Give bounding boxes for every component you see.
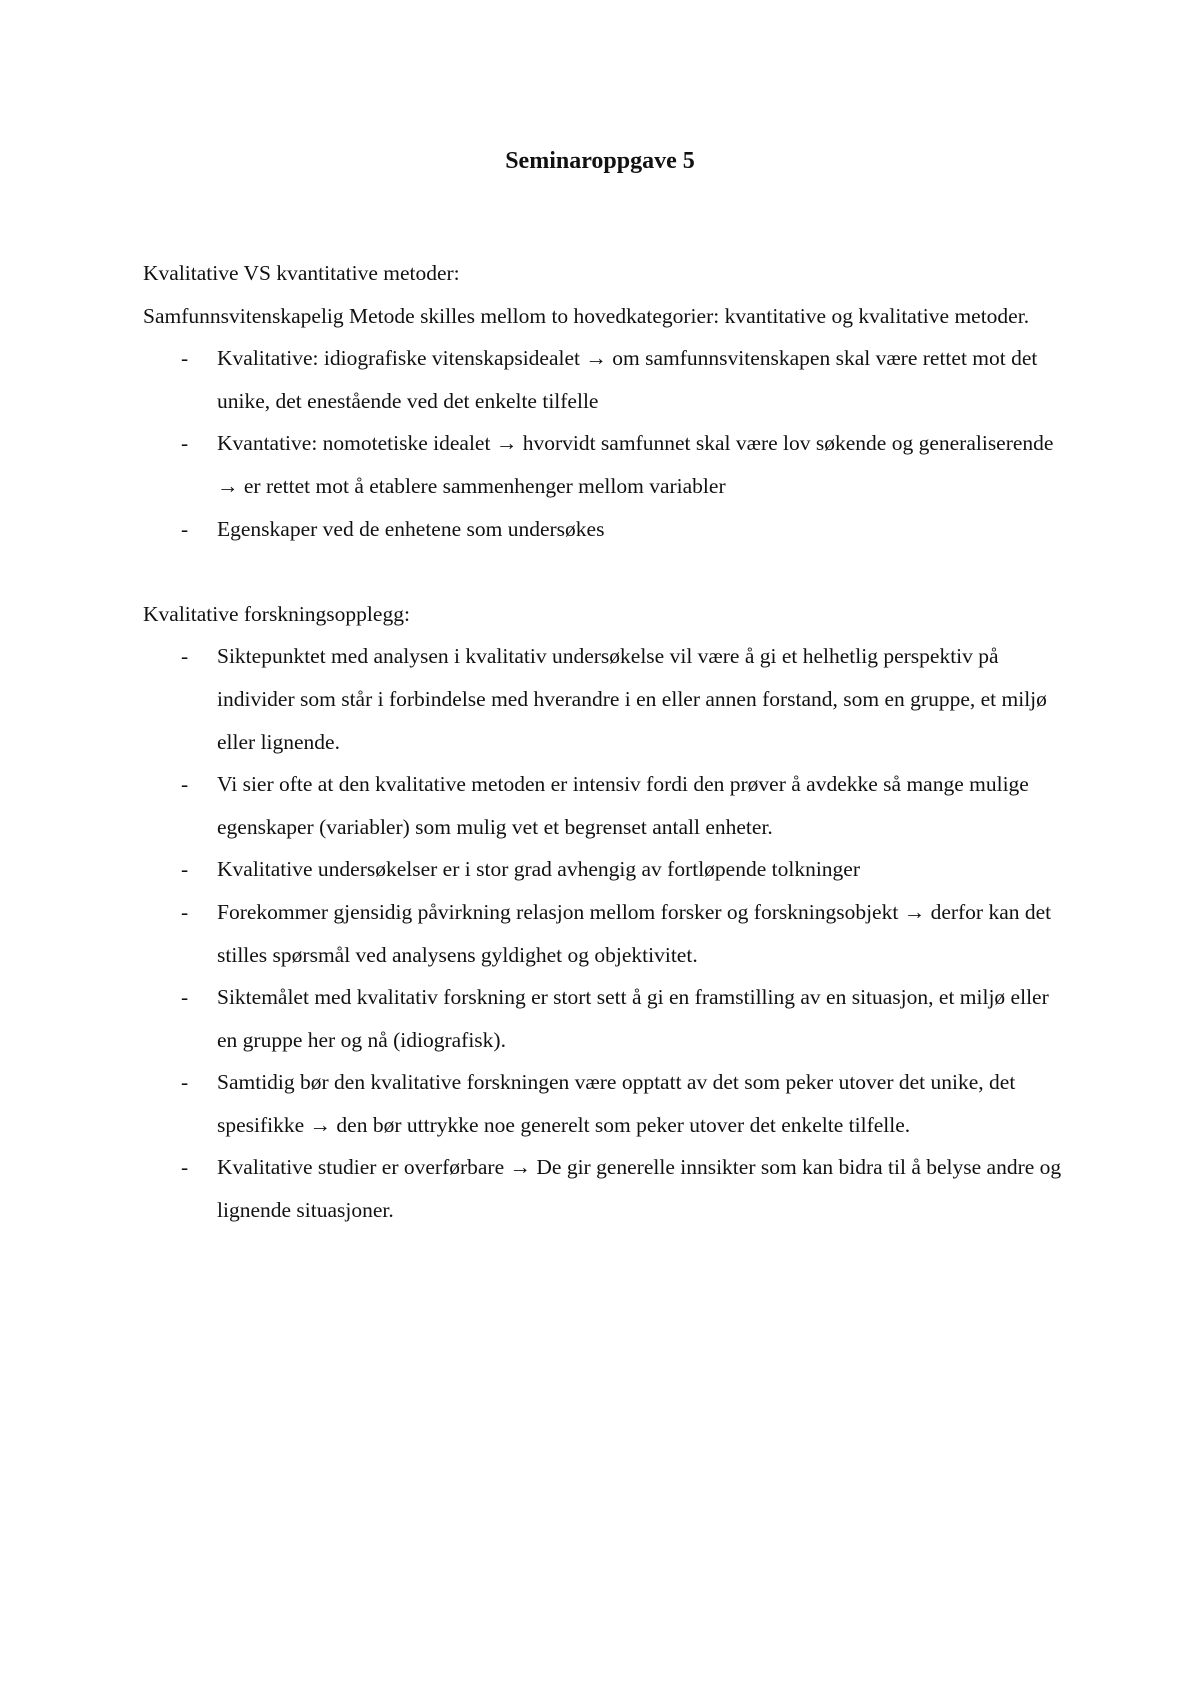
list-item	[143, 976, 1063, 1061]
list-item-text: Forekommer gjensidig påvirkning relasjon mellom forsker og forskningsobjekt → derfor kan det stilles spørsmål ved analysens gyldighet og objektivitet.	[217, 899, 1052, 967]
list-item	[143, 763, 1063, 848]
dash-bullet: -	[181, 644, 189, 669]
dash-bullet: -	[181, 772, 189, 797]
list-item	[143, 891, 1063, 976]
dash-bullet: -	[181, 899, 189, 924]
list-item-text: Siktepunktet med analysen i kvalitativ undersøkelse vil være å gi et helhetlig perspektiv på individer som står i forbindelse med hverandre i en eller annen forstand, som en gruppe, et miljø eller lignende.	[217, 644, 1047, 754]
dash-bullet: -	[181, 346, 189, 371]
section2-list	[143, 635, 1063, 1231]
dash-bullet: -	[181, 431, 189, 456]
document-body	[143, 252, 1063, 1232]
paragraph-spacer	[143, 550, 1063, 593]
section1-list	[143, 337, 1063, 550]
section2-heading: Kvalitative forskningsopplegg:	[143, 601, 410, 626]
section1-heading: Kvalitative VS kvantitative metoder:	[143, 261, 460, 285]
dash-bullet: -	[181, 1155, 189, 1180]
list-item	[143, 337, 1063, 422]
list-item	[143, 848, 1063, 891]
section1-intro: Samfunnsvitenskapelig Metode skilles mellom to hovedkategorier: kvantitative og kvalitative metoder.	[143, 303, 1030, 328]
dash-bullet: -	[181, 516, 189, 541]
list-item	[143, 635, 1063, 763]
list-item-text: Vi sier ofte at den kvalitative metoden er intensiv fordi den prøver å avdekke så mange mulige egenskaper (variabler) som mulig vet et begrenset antall enheter.	[217, 772, 1029, 839]
list-item	[143, 1061, 1063, 1146]
list-item-text: Kvalitative studier er overførbare → De gir generelle innsikter som kan bidra til å belyse andre og lignende situasjoner.	[217, 1155, 1062, 1223]
list-item-text: Siktemålet med kvalitativ forskning er stort sett å gi en framstilling av en situasjon, et miljø eller en gruppe her og nå (idiografisk).	[217, 985, 1049, 1052]
list-item	[143, 508, 1063, 551]
list-item-text: Kvalitative undersøkelser er i stor grad avhengig av fortløpende tolkninger	[217, 857, 861, 882]
dash-bullet: -	[181, 1070, 189, 1095]
dash-bullet: -	[181, 857, 189, 882]
list-item-text: Kvalitative: idiografiske vitenskapsidealet → om samfunnsvitenskapen skal være rettet mot det unike, det enestående ved det enkelte tilfelle	[217, 346, 1038, 413]
dash-bullet: -	[181, 985, 189, 1010]
list-item-text: Egenskaper ved de enhetene som undersøkes	[217, 516, 605, 541]
document-title: Seminaroppgave 5	[505, 148, 695, 174]
list-item-text: Samtidig bør den kvalitative forskningen være opptatt av det som peker utover det unike, det spesifikke → den bør uttrykke noe generelt som peker utover det enkelte tilfelle.	[217, 1070, 1016, 1137]
list-item	[143, 1146, 1063, 1231]
list-item	[143, 422, 1063, 507]
list-item-text: Kvantative: nomotetiske idealet → hvorvidt samfunnet skal være lov søkende og generaliserende → er rettet mot å etablere sammenhenger mellom variabler	[217, 431, 1054, 498]
